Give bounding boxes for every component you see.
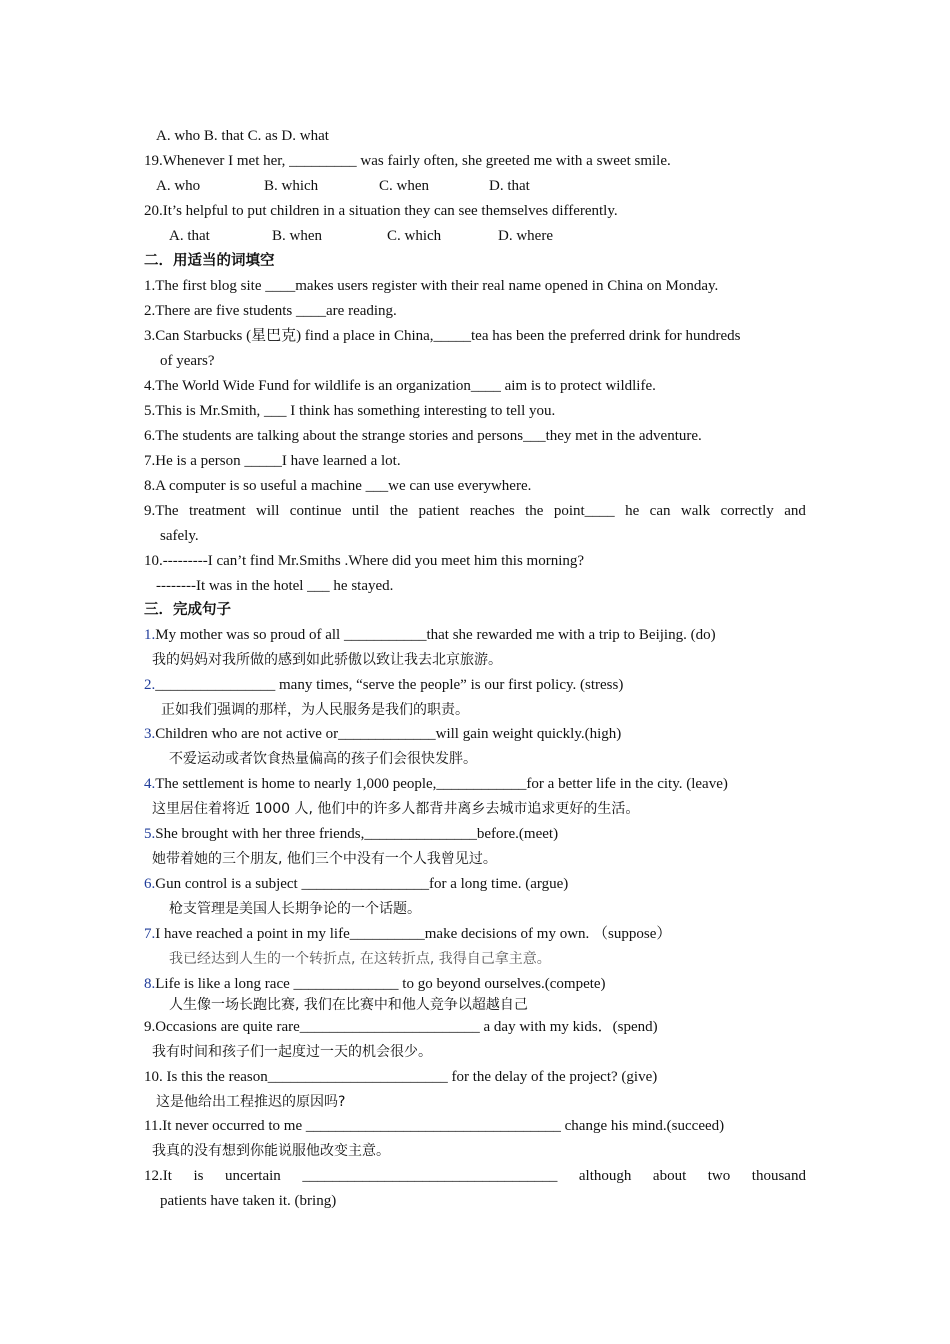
q19-text: 19.Whenever I met her, _________ was fairly often, she greeted me with a sweet smile. — [144, 153, 671, 169]
s3-item-10-translation: 这是他给出工程推迟的原因吗? — [156, 1094, 346, 1110]
item-number: 5. — [144, 826, 156, 842]
q20-option-b: B. when — [272, 228, 322, 244]
s3-item-7-translation: 我已经达到人生的一个转折点, 在这转折点, 我得自己拿主意。 — [169, 951, 551, 967]
word: treatment — [188, 503, 246, 519]
word: the — [389, 503, 409, 519]
section-3-heading: 三．完成句子 — [144, 602, 231, 618]
item-number: 3. — [144, 726, 156, 742]
word: reaches — [469, 503, 515, 519]
s2-item-9 — [144, 499, 806, 523]
item-text: The settlement is home to nearly 1,000 people,____________for a better life in the city. (leave) — [155, 776, 728, 792]
s3-item-9: 9.Occasions are quite rare________________________ a day with my kids．(spend) — [144, 1019, 658, 1035]
q19-option-a: A. who — [156, 178, 201, 194]
word: can — [649, 503, 671, 519]
item-number: 2. — [144, 677, 156, 693]
s3-item-8-translation: 人生像一场长跑比赛, 我们在比赛中和他人竞争以超越自己 — [169, 997, 528, 1013]
s2-item-4: 4.The World Wide Fund for wildlife is an organization____ aim is to protect wildlife. — [144, 378, 656, 394]
s3-item-11: 11.It never occurred to me __________________________________ change his mind.(succeed) — [144, 1118, 725, 1134]
s3-item-4 — [144, 772, 728, 796]
word: correctly — [720, 503, 774, 519]
s3-item-3-translation: 不爱运动或者饮食热量偏高的孩子们会很快发胖。 — [169, 751, 477, 767]
s3-item-6 — [144, 872, 568, 896]
word: two — [707, 1168, 731, 1184]
s2-item-8: 8.A computer is so useful a machine ___we can use everywhere. — [144, 478, 532, 494]
s2-item-3: 3.Can Starbucks (星巴克) find a place in China,_____tea has been the preferred drink for hundreds — [144, 328, 741, 344]
s2-item-10-answer: --------It was in the hotel ___ he stayed. — [156, 578, 394, 594]
q19-option-d: D. that — [489, 178, 530, 194]
word: and — [784, 503, 806, 519]
s3-item-6-translation: 枪支管理是美国人长期争论的一个话题。 — [169, 901, 421, 917]
word: until — [351, 503, 380, 519]
word: walk — [680, 503, 711, 519]
q20-option-a: A. that — [169, 228, 210, 244]
item-text: ________________ many times, “serve the people” is our first policy. (stress) — [155, 677, 624, 693]
word: point____ — [553, 503, 615, 519]
item-text: Gun control is a subject _________________for a long time. (argue) — [155, 876, 569, 892]
word: thousand — [751, 1168, 806, 1184]
s2-item-2: 2.There are five students ____are reading. — [144, 303, 397, 319]
q20-option-d: D. where — [498, 228, 553, 244]
s3-item-7 — [144, 922, 671, 946]
q19-option-c: C. when — [379, 178, 429, 194]
word: about — [652, 1168, 687, 1184]
s3-item-3 — [144, 722, 621, 746]
s2-item-5: 5.This is Mr.Smith, ___ I think has something interesting to tell you. — [144, 403, 556, 419]
word: although — [578, 1168, 632, 1184]
answer-blank: __________________________________ — [302, 1168, 558, 1184]
word: uncertain — [225, 1168, 281, 1184]
item-text: Life is like a long race ______________ to go beyond ourselves.(compete) — [155, 976, 606, 992]
s3-item-5-translation: 她带着她的三个朋友, 他们三个中没有一个人我曾见过。 — [152, 851, 497, 867]
s3-item-1-translation: 我的妈妈对我所做的感到如此骄傲以致让我去北京旅游。 — [152, 652, 502, 668]
s2-item-10: 10.---------I can’t find Mr.Smiths .Where did you meet him this morning? — [144, 553, 585, 569]
s2-item-3-cont: of years? — [160, 353, 215, 369]
item-text: My mother was so proud of all ___________that she rewarded me with a trip to Beijing. (do) — [155, 627, 716, 643]
s2-item-1: 1.The first blog site ____makes users register with their real name opened in China on Monday. — [144, 278, 719, 294]
s2-item-9-cont: safely. — [160, 528, 199, 544]
word: 9.The — [144, 503, 179, 519]
s3-item-9-translation: 我有时间和孩子们一起度过一天的机会很少。 — [152, 1044, 432, 1060]
q20-option-c: C. which — [387, 228, 442, 244]
s3-item-10: 10. Is this the reason________________________ for the delay of the project? (give) — [144, 1069, 658, 1085]
word: continue — [289, 503, 342, 519]
s3-item-11-translation: 我真的没有想到你能说服他改变主意。 — [152, 1143, 390, 1159]
s3-item-12-cont: patients have taken it. (bring) — [160, 1193, 337, 1209]
item-text: She brought with her three friends,_______________before.(meet) — [155, 826, 559, 842]
q18-options: A. who B. that C. as D. what — [156, 128, 329, 144]
section-2-heading: 二．用适当的词填空 — [144, 253, 275, 269]
word: will — [256, 503, 280, 519]
s3-item-4-translation: 这里居住着将近 1000 人, 他们中的许多人都背井离乡去城市追求更好的生活。 — [152, 801, 640, 817]
word: patient — [418, 503, 460, 519]
item-number: 8. — [144, 976, 156, 992]
s2-item-7: 7.He is a person _____I have learned a lot. — [144, 453, 401, 469]
word: 12.It — [144, 1168, 172, 1184]
s2-item-6: 6.The students are talking about the strange stories and persons___they met in the adventure. — [144, 428, 702, 444]
s3-item-1 — [144, 623, 716, 647]
q20-text: 20.It’s helpful to put children in a situation they can see themselves differently. — [144, 203, 618, 219]
s3-item-5 — [144, 822, 558, 846]
item-number: 1. — [144, 627, 156, 643]
word: he — [625, 503, 640, 519]
s3-item-2-translation: 正如我们强调的那样，为人民服务是我们的职责。 — [161, 702, 469, 718]
item-text: I have reached a point in my life__________make decisions of my own. （suppose） — [155, 926, 672, 942]
q19-option-b: B. which — [264, 178, 319, 194]
item-number: 6. — [144, 876, 156, 892]
word: the — [525, 503, 544, 519]
s3-item-2 — [144, 673, 623, 697]
item-number: 4. — [144, 776, 156, 792]
item-number: 7. — [144, 926, 156, 942]
word: is — [193, 1168, 204, 1184]
s3-item-12 — [144, 1164, 806, 1188]
item-text: Children who are not active or_____________will gain weight quickly.(high) — [155, 726, 622, 742]
